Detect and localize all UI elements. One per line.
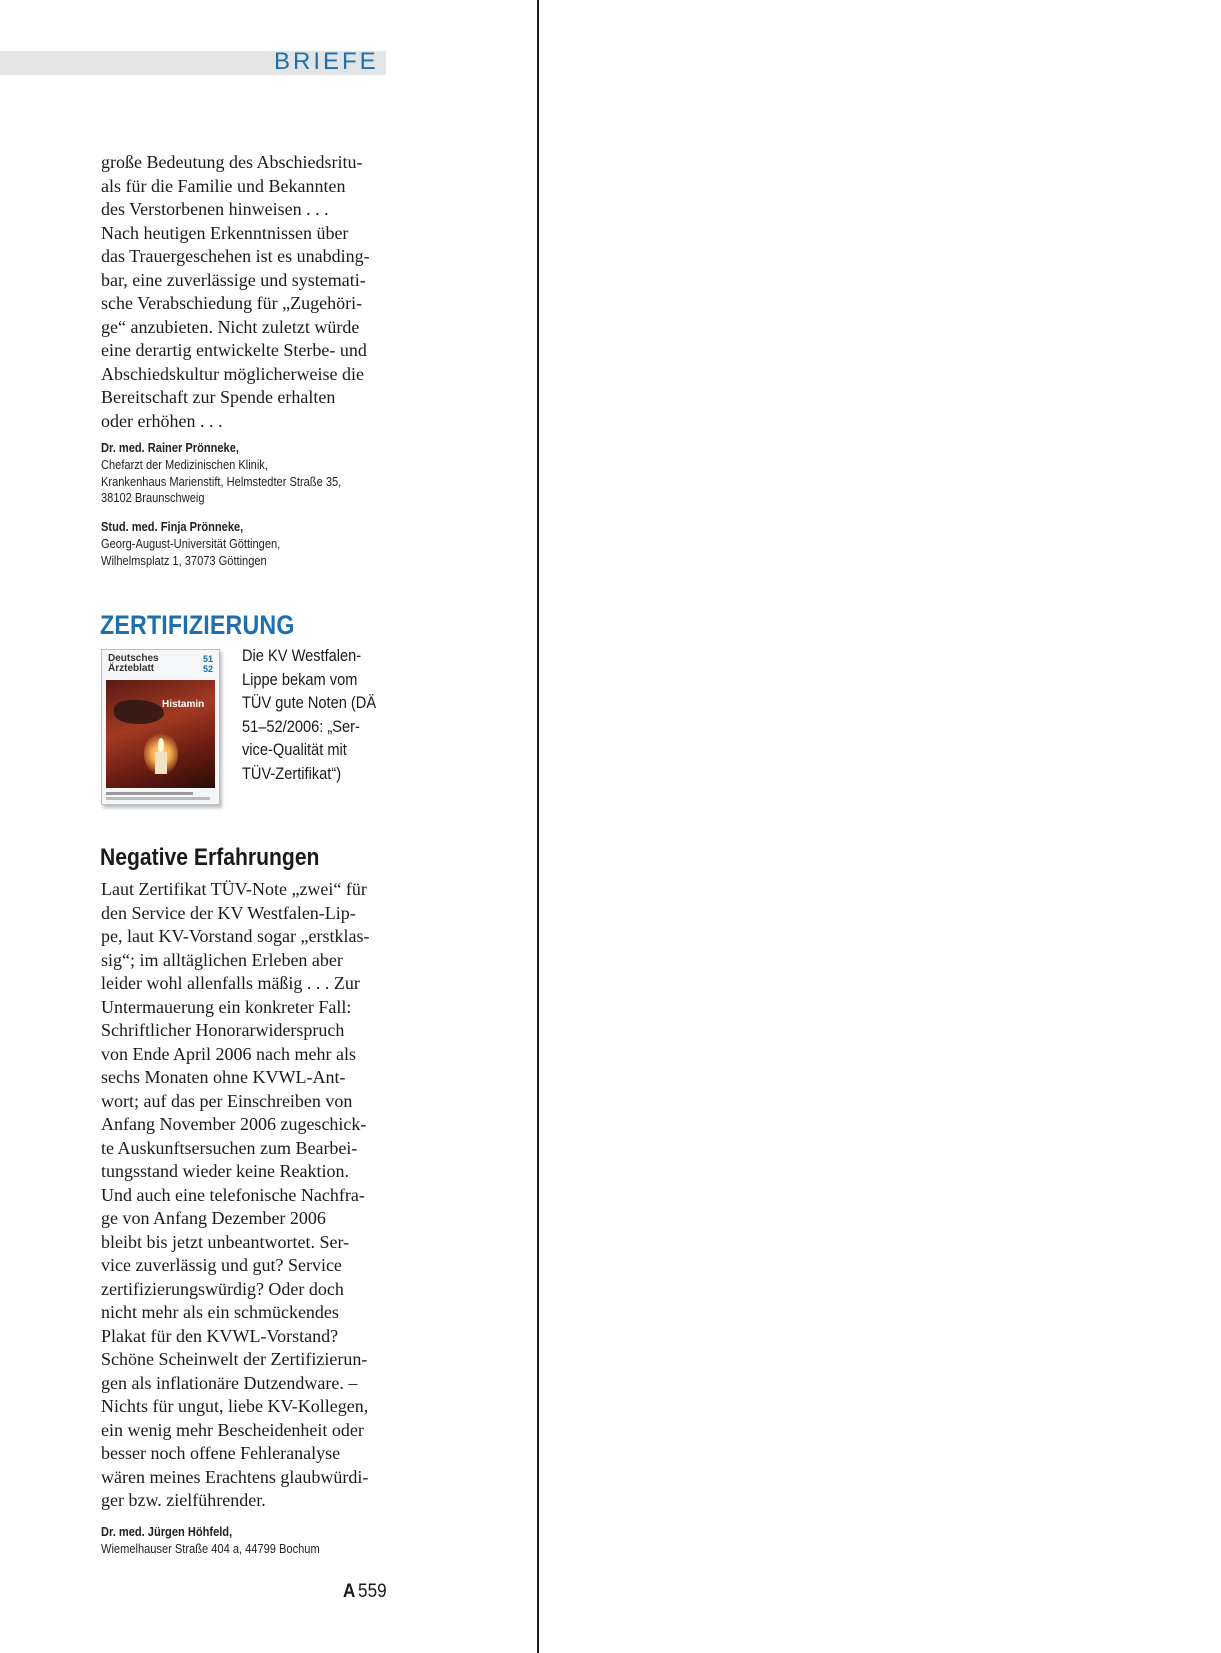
text-line: Nach heutigen Erkenntnissen über <box>101 222 349 243</box>
text-line: ein wenig mehr Bescheidenheit oder <box>101 1419 364 1440</box>
signature-line: 38102 Braunschweig <box>101 491 205 506</box>
signature-block <box>101 440 353 507</box>
caption-line: Lippe bekam vom <box>242 669 358 689</box>
page-number-value: 559 <box>358 1581 387 1602</box>
text-line: gen als inflationäre Dutzendware. – <box>101 1372 358 1393</box>
signature-name: Dr. med. Rainer Prönneke, <box>101 441 239 455</box>
signature-line: Chefarzt der Medizinischen Klinik, <box>101 457 268 472</box>
letter-2 <box>101 878 387 1513</box>
text-line: Laut Zertifikat TÜV-Note „zwei“ für <box>101 879 367 899</box>
cover-issue-bottom: 52 <box>202 664 213 674</box>
signature-line: Wiemelhauser Straße 404 a, 44799 Bochum <box>101 1541 320 1556</box>
text-line: Und auch eine telefonische Nachfra- <box>101 1184 365 1205</box>
text-line: ge von Anfang Dezember 2006 <box>101 1208 326 1228</box>
cover-issue-top: 51 <box>202 654 213 664</box>
text-line: leider wohl allenfalls mäßig . . . Zur <box>101 973 360 993</box>
magazine-cover-image <box>101 649 220 805</box>
text-line: als für die Familie und Bekannten <box>101 175 346 196</box>
text-line: Untermauerung ein konkreter Fall: <box>101 996 352 1017</box>
cover-photo <box>106 680 215 788</box>
text-line: des Verstorbenen hinweisen . . . <box>101 199 329 219</box>
letter-2-heading: Negative Erfahrungen <box>100 844 320 871</box>
text-line: Schriftlicher Honorarwiderspruch <box>101 1020 345 1040</box>
text-line: sig“; im alltäglichen Erleben aber <box>101 949 343 970</box>
signature-line: Georg-August-Universität Göttingen, <box>101 536 281 551</box>
text-line: ge“ anzubieten. Nicht zuletzt würde <box>101 316 360 337</box>
text-line: den Service der KV Westfalen-Lip- <box>101 902 356 923</box>
text-line: sche Verabschiedung für „Zugehöri- <box>101 293 363 313</box>
cover-candle-flame <box>158 738 164 752</box>
cover-candle <box>155 752 167 774</box>
text-line: besser noch offene Fehleranalyse <box>101 1443 341 1463</box>
signature-block <box>101 1524 353 1558</box>
text-line: wort; auf das per Einschreiben von <box>101 1090 353 1111</box>
signature-name: Stud. med. Finja Prönneke, <box>101 520 244 534</box>
page-number <box>343 1581 387 1603</box>
text-line: tungsstand wieder keine Reaktion. <box>101 1161 349 1181</box>
signature-line: Krankenhaus Marienstift, Helmstedter Straße 35, <box>101 474 342 489</box>
letter-1-signature-2 <box>101 519 387 569</box>
signature-name: Dr. med. Jürgen Höhfeld, <box>101 1525 233 1539</box>
text-line: vice zuverlässig und gut? Service <box>101 1255 342 1275</box>
cover-brand: Deutsches Ärzteblatt <box>108 653 159 674</box>
text-line: wären meines Erachtens glaubwürdi- <box>101 1466 369 1487</box>
text-line: zertifizierungswürdig? Oder doch <box>101 1278 344 1299</box>
letter-2-signature <box>101 1524 387 1558</box>
cover-footer-text <box>106 790 215 802</box>
text-line: bleibt bis jetzt unbeantwortet. Ser- <box>101 1231 350 1252</box>
cover-issue-number <box>203 654 213 674</box>
text-line: ger bzw. zielführender. <box>101 1490 266 1510</box>
caption-line: TÜV-Zertifikat“) <box>242 763 342 783</box>
letter-2-body <box>101 878 387 1513</box>
text-line: Abschiedskultur möglicherweise die <box>101 363 364 384</box>
cover-caption <box>242 644 377 785</box>
caption-line: Die KV Westfalen- <box>242 646 362 665</box>
caption-line: 51–52/2006: „Ser- <box>242 716 360 736</box>
caption-line: TÜV gute Noten (DÄ <box>242 693 377 712</box>
text-line: Schöne Scheinwelt der Zertifizierun- <box>101 1349 368 1369</box>
text-line: große Bedeutung des Abschiedsritu- <box>101 152 363 172</box>
letter-1 <box>101 151 387 433</box>
text-line: eine derartig entwickelte Sterbe- und <box>101 340 367 360</box>
cover-hand-shape <box>114 700 164 724</box>
text-line: von Ende April 2006 nach mehr als <box>101 1043 356 1064</box>
text-line: Nichts für ungut, liebe KV-Kollegen, <box>101 1396 369 1416</box>
text-line: te Auskunftsersuchen zum Bearbei- <box>101 1137 358 1158</box>
text-line: nicht mehr als ein schmückendes <box>101 1302 339 1322</box>
letter-1-signature-1 <box>101 440 387 507</box>
text-line: oder erhöhen . . . <box>101 410 223 431</box>
section-heading-zertifizierung: ZERTIFIZIERUNG <box>100 610 295 640</box>
signature-line: Wilhelmsplatz 1, 37073 Göttingen <box>101 553 267 568</box>
letter-1-body <box>101 151 387 433</box>
text-line: bar, eine zuverlässige und systemati- <box>101 269 366 290</box>
section-label: BRIEFE <box>274 48 379 75</box>
text-line: Plakat für den KVWL-Vorstand? <box>101 1325 339 1346</box>
cover-title: Histamin <box>162 699 205 710</box>
text-line: pe, laut KV-Vorstand sogar „erstklas- <box>101 926 370 946</box>
text-line: sechs Monaten ohne KVWL-Ant- <box>101 1067 346 1087</box>
text-line: Anfang November 2006 zugeschick- <box>101 1114 367 1134</box>
column-divider <box>537 0 539 1653</box>
caption-line: vice-Qualität mit <box>242 740 347 759</box>
page-prefix: A <box>343 1581 356 1602</box>
text-line: das Trauergeschehen ist es unabding- <box>101 246 370 266</box>
text-line: Bereitschaft zur Spende erhalten <box>101 387 336 407</box>
signature-block <box>101 519 353 569</box>
